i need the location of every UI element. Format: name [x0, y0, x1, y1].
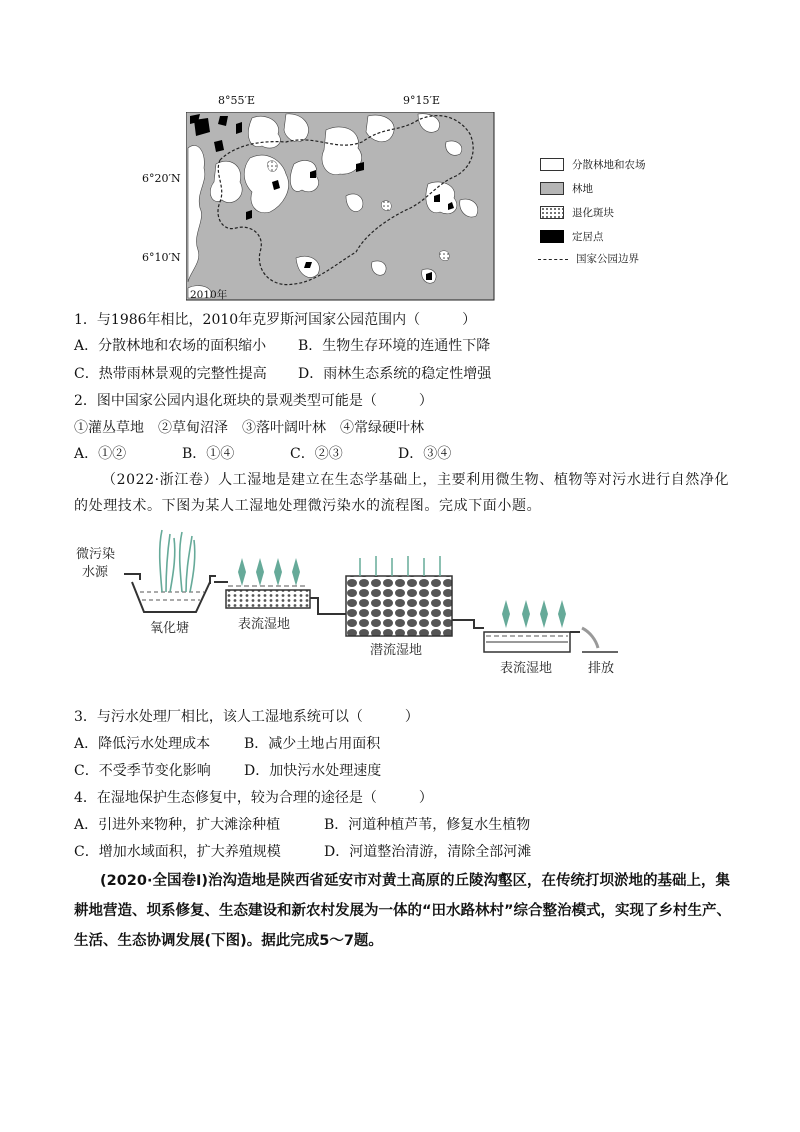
lon-label-1: 8°55′E [218, 94, 256, 107]
question-2-options [74, 444, 451, 464]
q4-option-c[interactable]: C．增加水域面积，扩大养殖规模 [74, 844, 281, 860]
q1-option-b[interactable]: B．生物生存环境的连通性下降 [298, 338, 491, 354]
intro-2020: (2020·全国卷Ⅰ)治沟造地是陕西省延安市对黄土高原的丘陵沟壑区，在传统打坝淤地的基础上，集耕地营造、坝系修复、生态建设和新农村发展为一体的“田水路林村”综合整治模式，实现了乡村生产、生活、生态协调发展(下图)。据此完成5～7题。 [74, 873, 732, 949]
q2-option-c[interactable]: C．②③ [290, 446, 343, 462]
diagram-source-label-2: 水源 [82, 565, 109, 580]
question-3-options-row2 [74, 761, 381, 781]
legend-swatch-dotted [540, 206, 564, 219]
q3-option-a[interactable]: A．降低污水处理成本 [74, 736, 211, 752]
lat-label-1: 6°20′N [142, 172, 181, 185]
q2-option-b[interactable]: B．①④ [182, 446, 235, 462]
q1-option-c[interactable]: C．热带雨林景观的完整性提高 [74, 366, 267, 382]
legend-swatch-white [540, 158, 564, 171]
legend-label-4: 定居点 [572, 231, 604, 243]
question-4-options-row1 [74, 815, 530, 835]
lon-label-2: 9°15′E [403, 94, 441, 107]
q4-option-b[interactable]: B．河道种植芦苇，修复水生植物 [324, 817, 531, 833]
wetland-flow-diagram [70, 528, 630, 688]
q3-option-b[interactable]: B．减少土地占用面积 [244, 736, 381, 752]
legend-label-3: 退化斑块 [572, 207, 614, 219]
diagram-surface-wetland-1: 表流湿地 [238, 617, 291, 632]
map-year-label: 2010年 [190, 289, 228, 301]
q2-option-a[interactable]: A．①② [74, 446, 127, 462]
question-3-stem: 3．与污水处理厂相比，该人工湿地系统可以（ ） [74, 709, 419, 725]
intro-2022: （2022·浙江卷）人工湿地是建立在生态学基础上，主要利用微生物、植物等对污水进行自然净化的处理技术。下图为某人工湿地处理微污染水的流程图。完成下面小题。 [74, 472, 730, 514]
question-1-options-row1 [74, 336, 490, 356]
legend-label-2: 林地 [572, 183, 593, 195]
legend-swatch-dashed [538, 259, 568, 260]
question-4-options-row2 [74, 842, 531, 862]
question-2-sub: ①灌丛草地 ②草甸沼泽 ③落叶阔叶林 ④常绿硬叶林 [74, 420, 424, 436]
diagram-oxidation-pond: 氧化塘 [150, 621, 190, 636]
diagram-source-label-1: 微污染 [76, 547, 116, 562]
diagram-discharge: 排放 [588, 661, 615, 676]
question-3-options-row1 [74, 734, 380, 754]
q1-option-d[interactable]: D．雨林生态系统的稳定性增强 [298, 366, 492, 382]
q3-option-c[interactable]: C．不受季节变化影响 [74, 763, 211, 779]
q4-option-d[interactable]: D．河道整治清游，清除全部河滩 [324, 844, 532, 860]
q2-option-d[interactable]: D．③④ [398, 446, 452, 462]
q4-option-a[interactable]: A．引进外来物种，扩大滩涂种植 [74, 817, 281, 833]
legend-label-5: 国家公园边界 [576, 253, 639, 265]
question-1-options-row2 [74, 364, 491, 384]
legend-label-1: 分散林地和农场 [572, 159, 646, 171]
diagram-surface-wetland-2: 表流湿地 [500, 661, 553, 676]
q1-option-a[interactable]: A．分散林地和农场的面积缩小 [74, 338, 267, 354]
question-1-stem: 1．与1986年相比，2010年克罗斯河国家公园范围内（ ） [74, 312, 477, 328]
question-2-stem: 2．图中国家公园内退化斑块的景观类型可能是（ ） [74, 393, 433, 409]
legend-swatch-gray [540, 182, 564, 195]
question-4-stem: 4．在湿地保护生态修复中，较为合理的途径是（ ） [74, 790, 433, 806]
q3-option-d[interactable]: D．加快污水处理速度 [244, 763, 382, 779]
diagram-subsurface-wetland: 潜流湿地 [370, 643, 423, 658]
legend-swatch-black [540, 230, 564, 243]
lat-label-2: 6°10′N [142, 251, 181, 264]
national-park-map [186, 112, 496, 302]
